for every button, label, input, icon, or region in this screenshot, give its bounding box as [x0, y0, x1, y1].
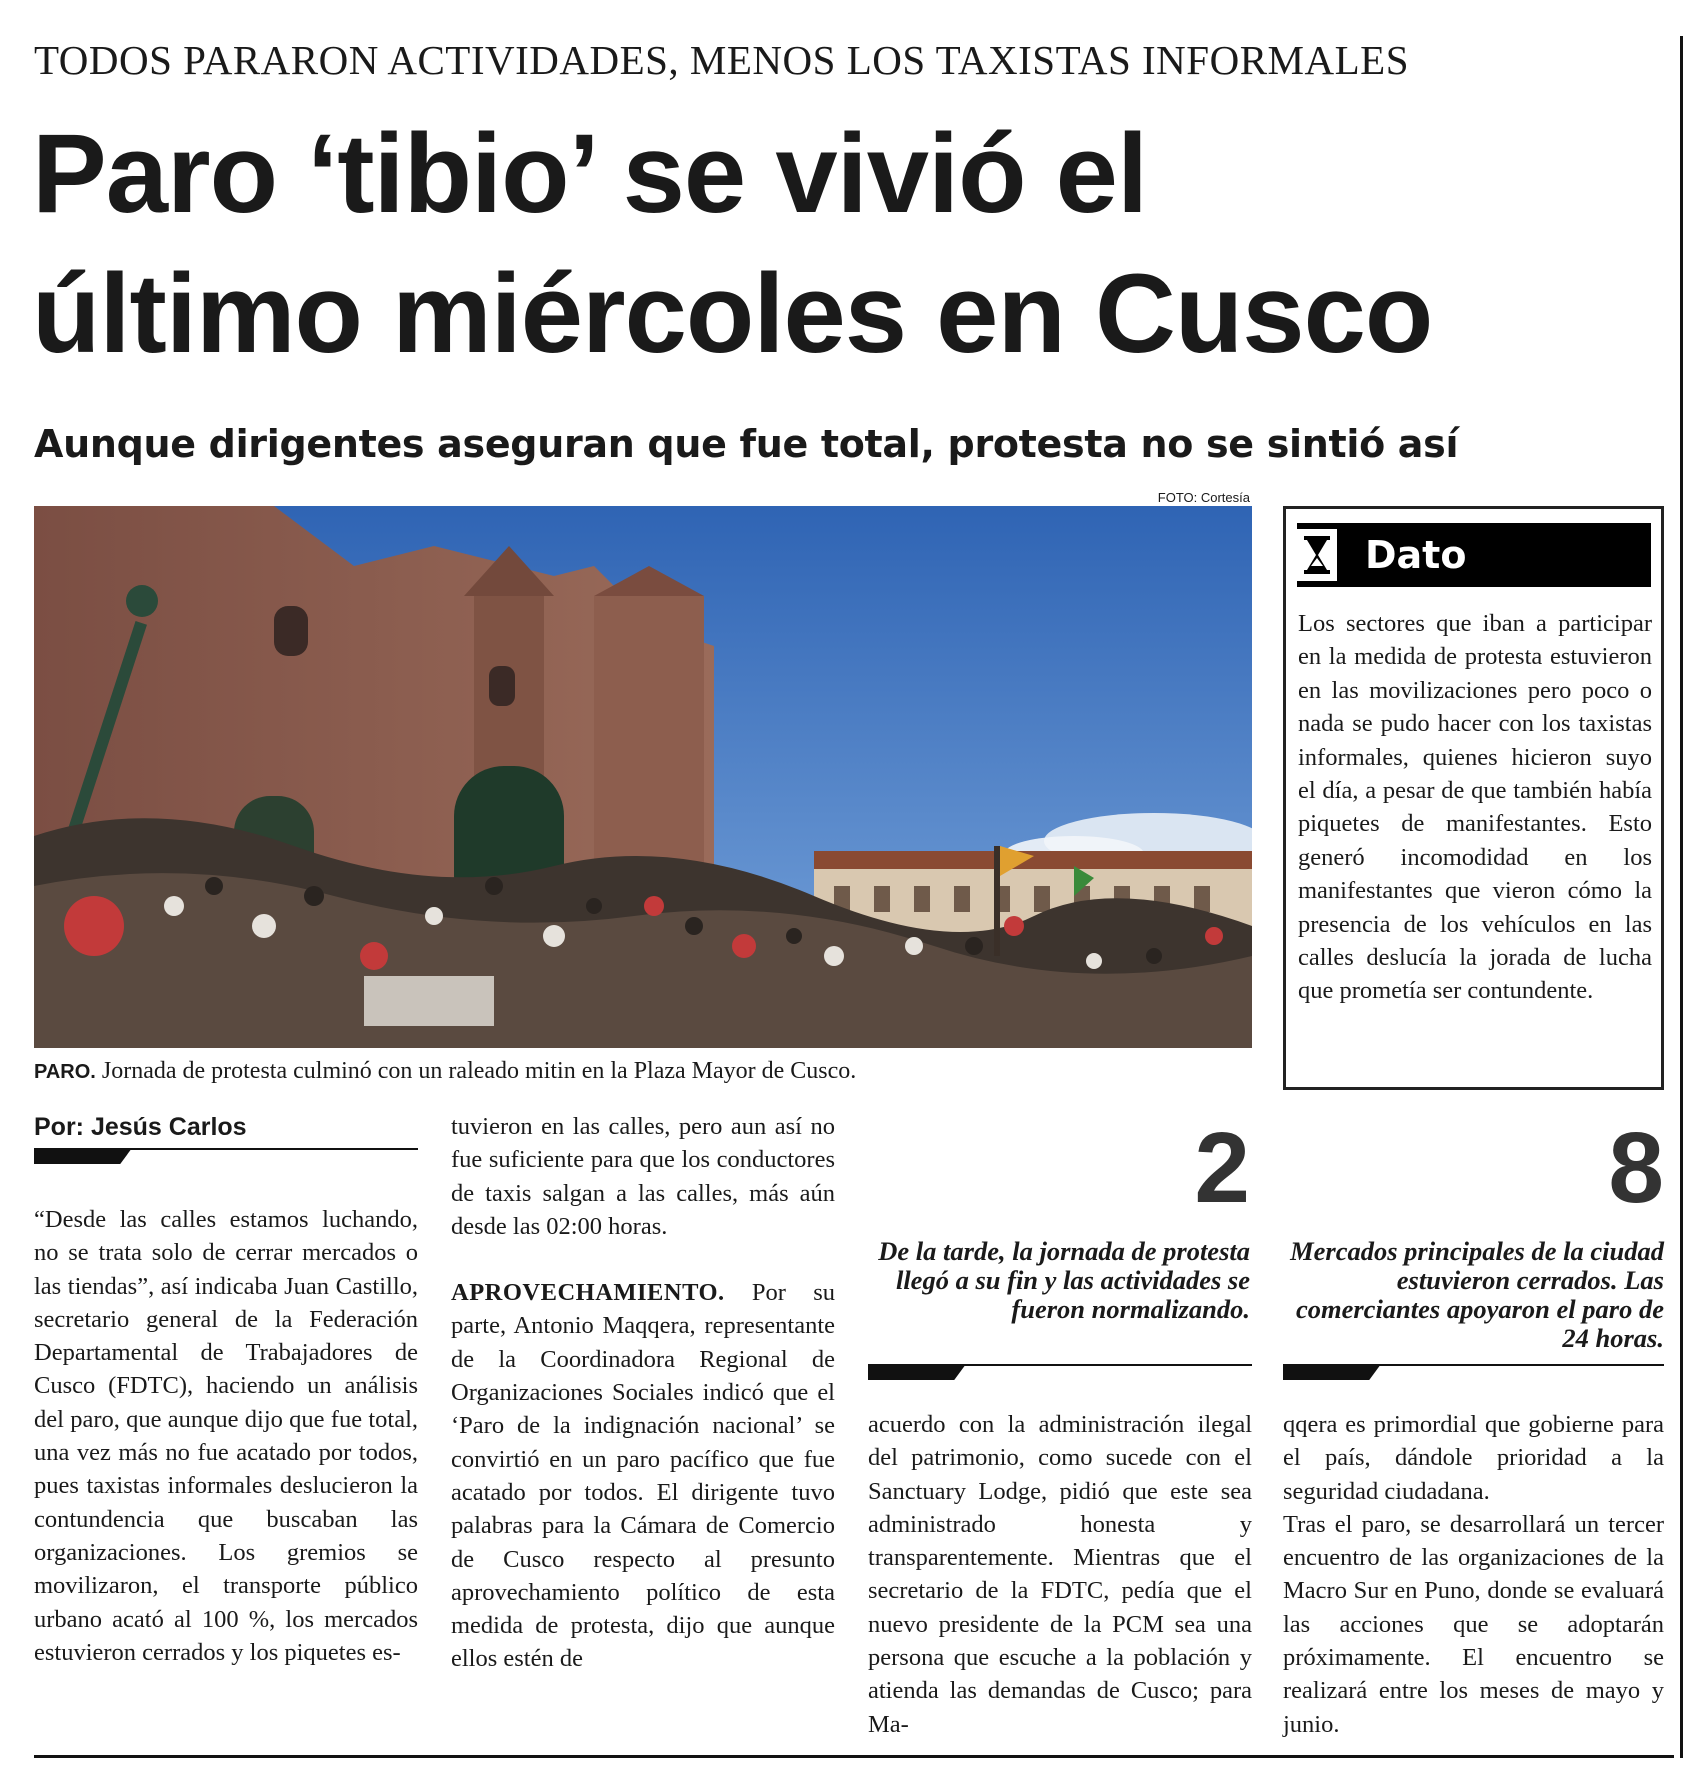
body-column-1 — [34, 1203, 418, 1669]
photo — [34, 506, 1252, 1048]
dato-text: Los sectores que iban a participar en la medida de protesta estuvieron en las movilizaciones pero poco o nada se pudo hacer con los taxistas informales, quienes hicieron suyo el día, a pesar de que también había piquetes de manifestantes. Esto generó incomodidad en los manifestantes que vieron cómo la presencia de los vehículos en las calles deslucía la jorada de lucha que prometía ser contundente. — [1298, 610, 1652, 1005]
caption-text: Jornada de protesta culminó con un raleado mitin en la Plaza Mayor de Cusco. — [95, 1058, 857, 1084]
stat-number-2: 8 — [1608, 1112, 1664, 1224]
protest-photo-illustration — [34, 506, 1252, 1048]
body-column-4 — [1283, 1408, 1664, 1741]
right-rule — [1680, 36, 1683, 1758]
body-paragraph: acuerdo con la administración ilegal del patrimonio, como sucede con el Sanctuary Lodge, pidió que este sea administrado honesta y transparentemente. Mientras que el secretario de la FDTC, pedía que el nuevo presidente de la PCM sea una persona que escuche a la población y atienda las demandas de Cusco; para Ma- — [868, 1411, 1252, 1738]
caption-lead: PARO. — [34, 1061, 96, 1083]
stat-number-1: 2 — [1194, 1112, 1250, 1224]
stat-text-2: Mercados principales de la ciudad estuvieron cerrados. Las comerciantes apoyaron el paro de 24 horas. — [1290, 1236, 1664, 1353]
stat-rule-1 — [868, 1364, 1252, 1380]
headline-line-1: Paro ‘tibio’ se vivió el — [32, 111, 1148, 236]
headline-line-2: último miércoles en Cusco — [32, 251, 1433, 376]
bottom-rule — [34, 1755, 1674, 1758]
stat-text-1: De la tarde, la jornada de protesta llegó a su fin y las actividades se fueron normalizando. — [878, 1236, 1250, 1324]
body-paragraph: qqera es primordial que gobierne para el país, dándole prioridad a la seguridad ciudadana. — [1283, 1411, 1664, 1505]
hourglass-icon — [1297, 523, 1343, 587]
deck: Aunque dirigentes aseguran que fue total, protesta no se sintió así — [34, 422, 1459, 466]
dato-title: Dato — [1365, 533, 1467, 577]
body-paragraph: “Desde las calles estamos luchando, no se trata solo de cerrar mercados o las tiendas”, así indicaba Juan Castillo, secretario general de la Federación Departamental de Trabajadores de Cusco (FDTC), haciendo un análisis del paro, que aunque dijo que fue total, una vez más no fue acatado por todos, pues taxistas informales deslucieron la contundencia que buscaban las organizaciones. Los gremios se movilizaron, el transporte público urbano acató al 100 %, los mercados estuvieron cerrados y los piquetes es- — [34, 1206, 418, 1666]
headline — [32, 104, 1672, 384]
kicker: TODOS PARARON ACTIVIDADES, MENOS LOS TAXISTAS INFORMALES — [34, 37, 1409, 83]
stat-rule-2 — [1283, 1364, 1664, 1380]
body-paragraph: APROVECHAMIENTO. Por su parte, Antonio Maqqera, representante de la Coordinadora Regional de Organizaciones Sociales indicó que el ‘Paro de la indignación nacional’ se convirtió en un paro pacífico que fue acatado por todos. El dirigente tuvo palabras para la Cámara de Comercio de Cusco respecto al presunto aprovechamiento político de esta medida de protesta, dijo que aunque ellos estén de — [451, 1279, 835, 1673]
body-paragraph: Tras el paro, se desarrollará un tercer encuentro de las organizaciones de la Macro Sur en Puno, donde se evaluará las acciones que se adoptarán próximamente. El encuentro se realizará entre los meses de mayo y junio. — [1283, 1510, 1664, 1738]
dato-header — [1297, 523, 1651, 587]
dato-box — [1283, 506, 1664, 1090]
body-column-3 — [868, 1408, 1252, 1741]
byline: Por: Jesús Carlos — [34, 1113, 247, 1141]
photo-caption — [34, 1056, 1252, 1087]
photo-credit: FOTO: Cortesía — [1157, 490, 1250, 505]
subheading: APROVECHAMIENTO. — [451, 1279, 725, 1307]
body-paragraph: tuvieron en las calles, pero aun así no fue suficiente para que los conductores de taxis salgan a las calles, más aún desde las 02:00 horas. — [451, 1113, 835, 1240]
byline-rule — [34, 1148, 418, 1164]
body-column-2 — [451, 1110, 835, 1676]
